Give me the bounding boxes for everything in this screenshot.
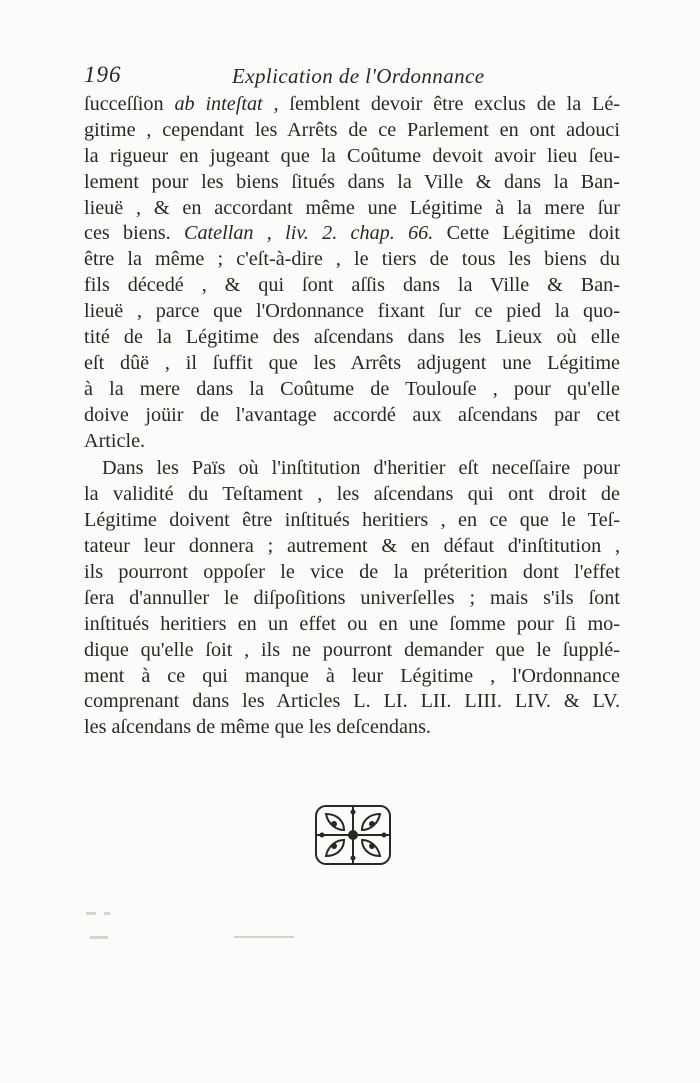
text-line [84, 299, 620, 325]
text-run: les aſcendans de même que les deſcendans. [84, 716, 431, 739]
text-run: Légitime doivent être inſtitués heritiers , en ce que le Teſ- [84, 509, 620, 532]
text-line [84, 429, 620, 455]
text-run: comprenant dans les Articles L. LI. LII. LIII. LIV. & LV. [84, 690, 620, 713]
text-line [84, 715, 620, 741]
running-head [84, 62, 620, 92]
text-run: lement pour les biens ſitués dans la Ville & dans la Ban- [84, 170, 620, 193]
page-number: 196 [84, 62, 122, 87]
text-run: dique qu'elle ſoit , ils ne pourront demander que le ſupplé- [84, 638, 620, 661]
text-run: fils décedé , & qui ſont aſſis dans la Ville & Ban- [84, 274, 620, 297]
text-line [84, 664, 620, 690]
text-line [84, 560, 620, 586]
text-run: doive joüir de l'avantage accordé aux aſcendans par cet [84, 403, 620, 426]
text-line [84, 170, 620, 196]
text-run: ſera d'annuller le diſpoſitions univerſelles ; mais s'ils ſont [84, 586, 620, 609]
text-run: lieuë , parce que l'Ordonnance fixant ſur ce pied la quo- [84, 300, 620, 323]
text-run: ment à ce qui manque à leur Légitime , l'Ordonnance [84, 664, 620, 687]
italic-citation: Catellan , liv. 2. chap. 66. [183, 222, 434, 245]
text-run: ces biens. [84, 222, 184, 245]
text-line [84, 351, 620, 377]
text-line [84, 689, 620, 715]
running-title: Explication de l'Ordonnance [232, 64, 485, 88]
text-run: ſucceſſion [84, 93, 175, 115]
text-run: être la même ; c'eſt-à-dire , le tiers de tous les biens du [84, 248, 620, 271]
show-through-marks [84, 908, 324, 948]
text-run: tité de la Légitime des aſcendans dans les Lieux où elle [84, 326, 620, 349]
text-line [84, 196, 620, 222]
text-line [84, 247, 620, 273]
text-run: Article. [84, 429, 146, 452]
text-line [84, 273, 620, 299]
text-line [84, 221, 620, 247]
text-line [84, 482, 620, 508]
italic-citation: ab inteſtat [174, 93, 263, 115]
text-line [84, 508, 620, 534]
text-line [84, 638, 620, 664]
body-text [84, 92, 620, 741]
fleuron-ornament-icon [308, 800, 398, 870]
text-run: Cette Légitime doit [433, 222, 621, 245]
text-run: lieuë , & en accordant même une Légitime à la mere ſur [84, 196, 620, 219]
text-line [84, 456, 620, 482]
text-run: gitime , cependant les Arrêts de ce Parlement en ont adouci [84, 118, 620, 141]
text-line [84, 377, 620, 403]
text-run: inſtitués heritiers en un effet ou en une ſomme pour ſi mo- [84, 612, 620, 635]
text-run: la rigueur en jugeant que la Coûtume devoit avoir lieu ſeu- [84, 144, 620, 167]
text-run: la validité du Teſtament , les aſcendans qui ont droit de [84, 483, 620, 506]
text-run: à la mere dans la Coûtume de Toulouſe , pour qu'elle [84, 377, 620, 400]
text-line [84, 586, 620, 612]
text-line [84, 118, 620, 144]
text-line [84, 534, 620, 560]
text-run: , ſemblent devoir être exclus de la Lé- [262, 93, 620, 115]
text-run: ils pourront oppoſer le vice de la préterition dont l'effet [84, 561, 620, 584]
text-run: eſt dûë , il ſuffit que les Arrêts adjugent une Légitime [84, 351, 620, 374]
text-run: tateur leur donnera ; autrement & en défaut d'inſtitution , [84, 535, 620, 558]
text-line [84, 144, 620, 170]
text-run: Dans les Païs où l'inſtitution d'heritier eſt neceſſaire pour [102, 457, 620, 480]
text-line [84, 92, 620, 118]
text-line [84, 325, 620, 351]
text-line [84, 612, 620, 638]
text-line [84, 403, 620, 429]
